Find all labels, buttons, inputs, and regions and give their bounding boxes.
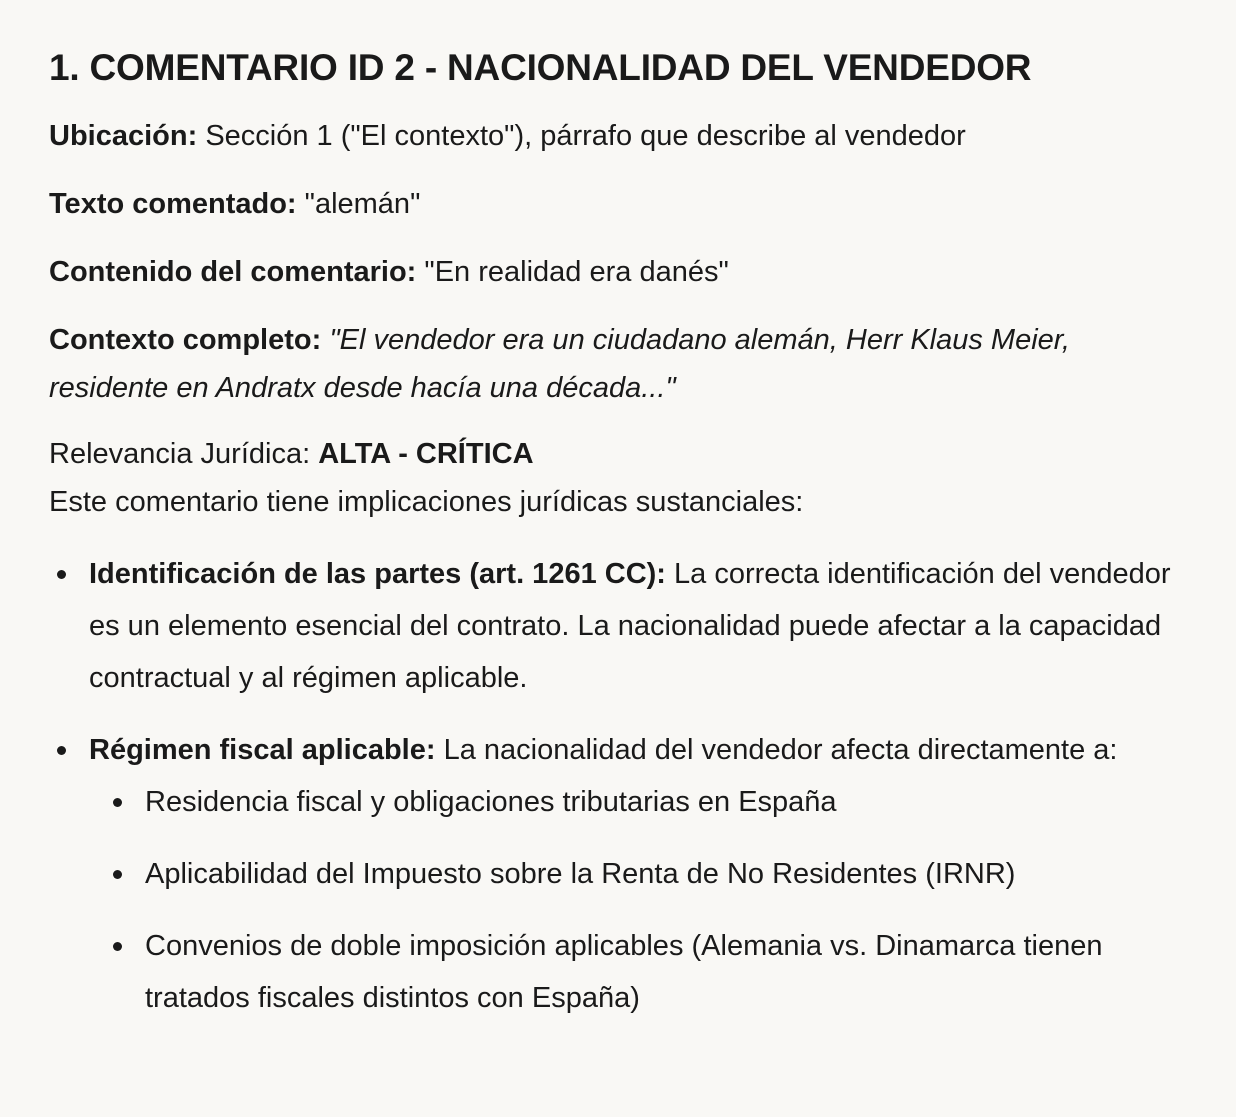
field-label: Texto comentado: [49, 188, 297, 220]
intro-paragraph: Este comentario tiene implicaciones jurídicas sustanciales: [49, 486, 804, 518]
implications-list [49, 548, 1176, 1024]
list-item-text: La correcta identificación del vendedor es un elemento esencial del contrato. La nacionalidad puede afectar a la capacidad contractual y al régimen aplicable. [89, 558, 1171, 694]
field-label: Contexto completo: [49, 324, 322, 356]
section-heading: 1. COMENTARIO ID 2 - NACIONALIDAD DEL VENDEDOR [49, 47, 1032, 88]
field-contexto-completo [49, 316, 1176, 412]
field-ubicacion [49, 112, 1176, 160]
relevance-line [49, 432, 1176, 476]
sublist-item: Aplicabilidad del Impuesto sobre la Renta de No Residentes (IRNR) [89, 848, 1176, 900]
field-label: Contenido del comentario: [49, 256, 417, 288]
list-item-text: La nacionalidad del vendedor afecta directamente a: [443, 734, 1118, 766]
field-contenido-comentario [49, 248, 1176, 296]
fiscal-sublist [89, 776, 1176, 1024]
list-item-identificacion-partes [49, 548, 1176, 704]
list-item-regimen-fiscal [49, 724, 1176, 1024]
field-value: "En realidad era danés" [424, 256, 729, 288]
field-label: Ubicación: [49, 120, 198, 152]
list-item-lead: Identificación de las partes (art. 1261 CC): [89, 558, 666, 590]
field-texto-comentado [49, 180, 1176, 228]
sublist-item: Residencia fiscal y obligaciones tributarias en España [89, 776, 1176, 828]
field-value: Sección 1 ("El contexto"), párrafo que describe al vendedor [205, 120, 966, 152]
list-item-lead: Régimen fiscal aplicable: [89, 734, 436, 766]
field-value-quote: "El vendedor era un ciudadano alemán, Herr Klaus Meier, residente en Andratx desde hacía una década..." [49, 324, 1070, 404]
relevance-label: Relevancia Jurídica: [49, 438, 311, 470]
sublist-item: Convenios de doble imposición aplicables (Alemania vs. Dinamarca tienen tratados fiscales distintos con España) [89, 920, 1176, 1024]
relevance-level-badge: ALTA - CRÍTICA [318, 438, 534, 470]
field-value: "alemán" [304, 188, 421, 220]
